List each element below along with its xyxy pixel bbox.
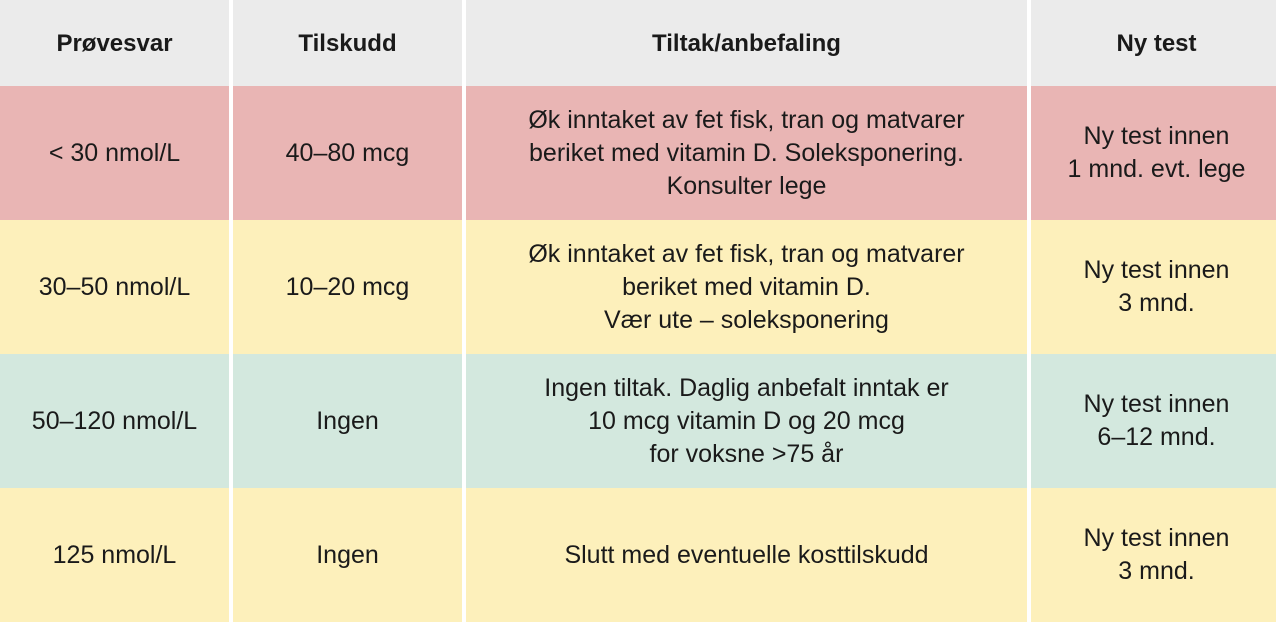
cell-tiltak: Øk inntaket av fet fisk, tran og matvarer beriket med vitamin D. Vær ute – soleksponering [466,220,1027,354]
header-provesvar: Prøvesvar [0,0,229,86]
cell-tiltak: Øk inntaket av fet fisk, tran og matvarer beriket med vitamin D. Soleksponering. Konsulter lege [466,86,1027,220]
cell-ny-test: Ny test innen 3 mnd. [1031,488,1276,622]
cell-tiltak: Ingen tiltak. Daglig anbefalt inntak er 10 mcg vitamin D og 20 mcg for voksne >75 år [466,354,1027,488]
cell-provesvar: 50–120 nmol/L [0,354,229,488]
cell-provesvar: 125 nmol/L [0,488,229,622]
cell-tilskudd: Ingen [233,354,462,488]
cell-tilskudd: 10–20 mcg [233,220,462,354]
cell-ny-test: Ny test innen 1 mnd. evt. lege [1031,86,1276,220]
header-ny-test: Ny test [1031,0,1276,86]
cell-provesvar: 30–50 nmol/L [0,220,229,354]
cell-tiltak: Slutt med eventuelle kosttilskudd [466,488,1027,622]
cell-provesvar: < 30 nmol/L [0,86,229,220]
header-tilskudd: Tilskudd [233,0,462,86]
cell-tilskudd: Ingen [233,488,462,622]
cell-ny-test: Ny test innen 6–12 mnd. [1031,354,1276,488]
cell-tilskudd: 40–80 mcg [233,86,462,220]
header-tiltak: Tiltak/anbefaling [466,0,1027,86]
cell-ny-test: Ny test innen 3 mnd. [1031,220,1276,354]
